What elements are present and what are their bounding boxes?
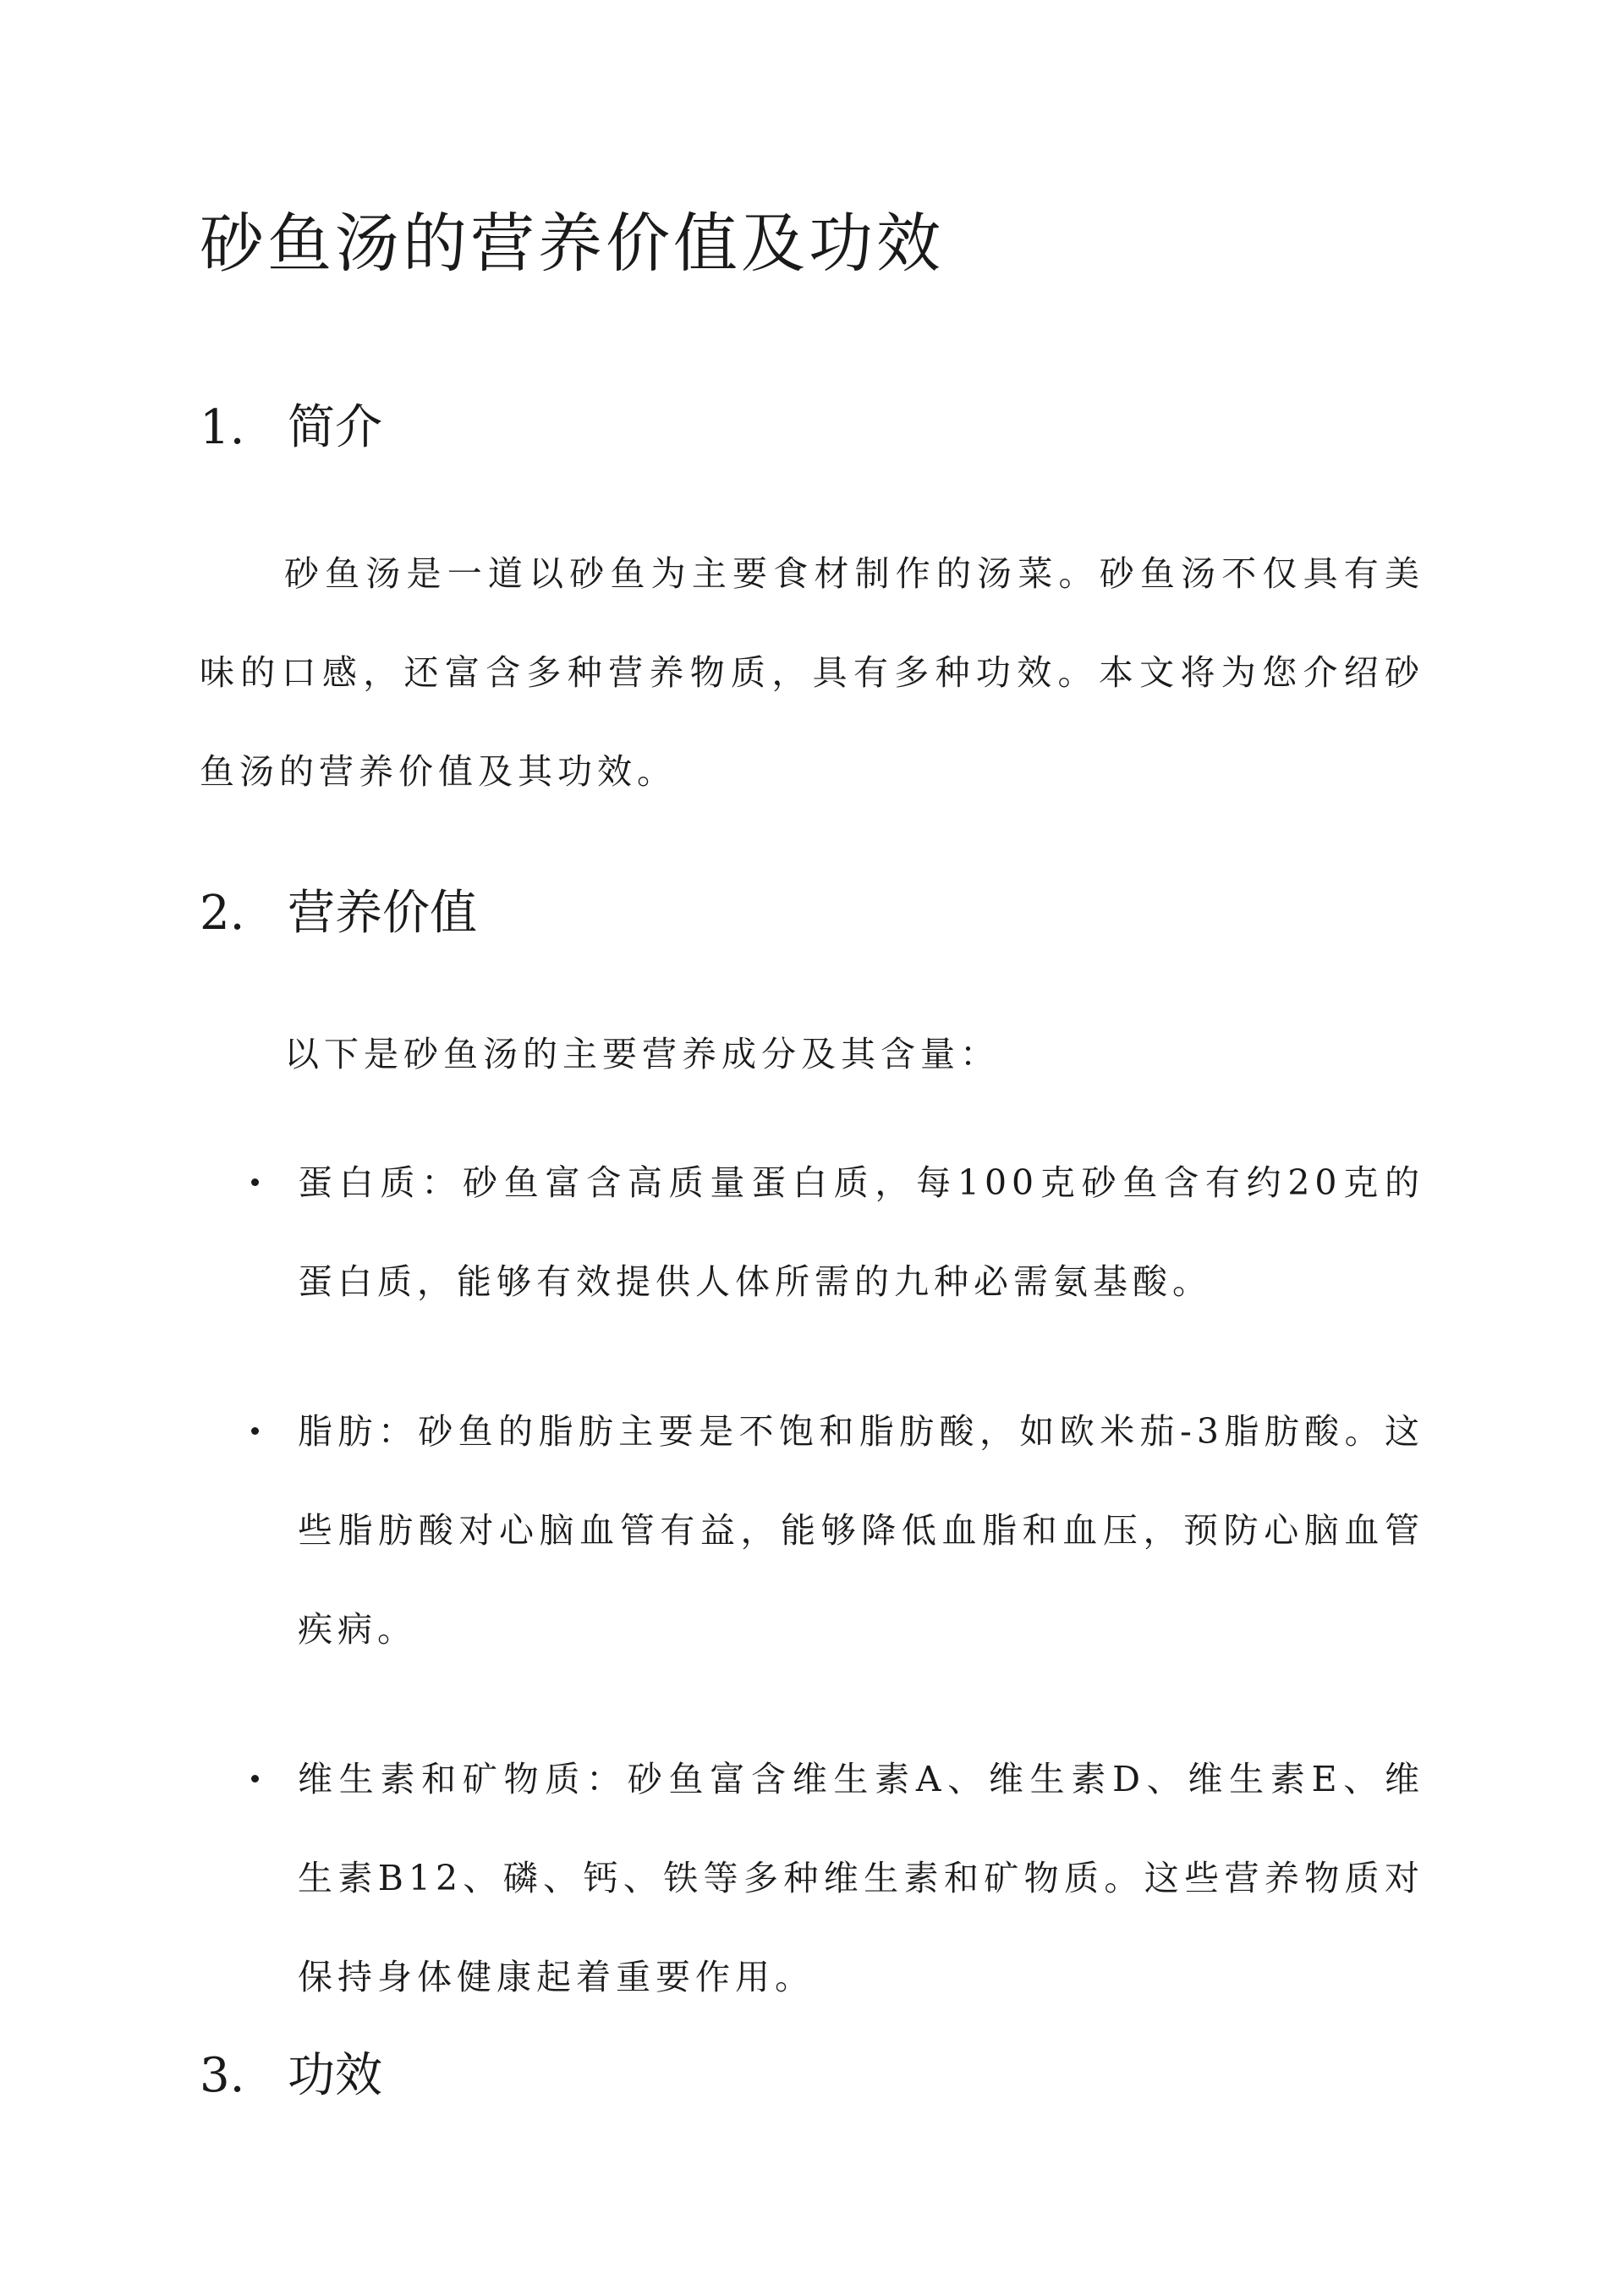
section-title: 功效	[288, 2048, 382, 2103]
section-number: 2.	[200, 886, 245, 941]
intro-paragraph: 砂鱼汤是一道以砂鱼为主要食材制作的汤菜。砂鱼汤不仅具有美味的口感，还富含多种营养物质，具有多种功效。本文将为您介绍砂鱼汤的营养价值及其功效。	[200, 553, 1424, 792]
list-item-text: 脂肪：砂鱼的脂肪主要是不饱和脂肪酸，如欧米茄-3脂肪酸。这些脂肪酸对心脑血管有益，能够降低血脂和血压，预防心脑血管疾病。	[298, 1411, 1424, 1650]
page-title: 砂鱼汤的营养价值及功效	[200, 206, 944, 281]
section-heading-benefits	[200, 2042, 382, 2110]
bullet-icon	[251, 1427, 259, 1435]
section-heading-intro	[200, 394, 382, 462]
nutrition-intro: 以下是砂鱼汤的主要营养成分及其含量：	[284, 1034, 1000, 1074]
bullet-icon	[251, 1178, 259, 1186]
section-title: 营养价值	[288, 886, 477, 941]
section-number: 3.	[200, 2048, 245, 2103]
section-title: 简介	[288, 400, 382, 455]
section-number: 1.	[200, 400, 245, 455]
list-item	[200, 1382, 1424, 1679]
list-item-text: 维生素和矿物质：砂鱼富含维生素A、维生素D、维生素E、维生素B12、磷、钙、铁等多种维生素和矿物质。这些营养物质对保持身体健康起着重要作用。	[298, 1759, 1424, 1997]
list-item	[200, 1134, 1424, 1332]
section-heading-nutrition	[200, 880, 477, 948]
list-item-text: 蛋白质：砂鱼富含高质量蛋白质，每100克砂鱼含有约20克的蛋白质，能够有效提供人体所需的九种必需氨基酸。	[298, 1162, 1424, 1302]
nutrition-list	[200, 1134, 1424, 2078]
bullet-icon	[251, 1775, 259, 1782]
list-item	[200, 1730, 1424, 2027]
